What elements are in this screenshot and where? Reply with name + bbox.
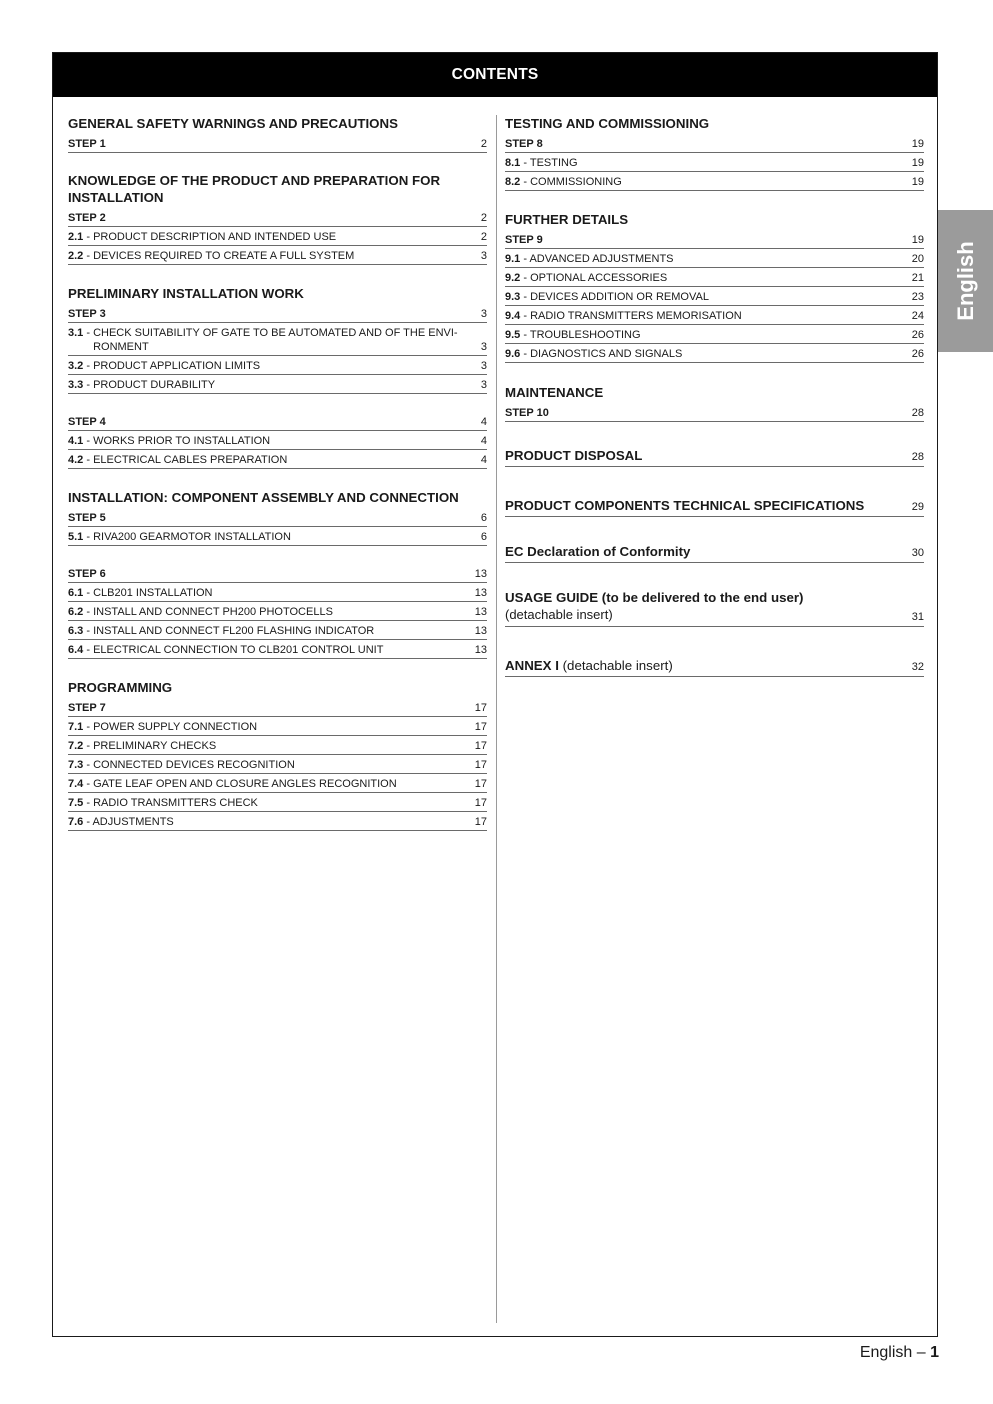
toc-entry-6-2[interactable]: 6.2 - INSTALL AND CONNECT PH200 PHOTOCELLS 13 <box>68 602 487 621</box>
section-maintenance <box>505 384 924 422</box>
entry-label: ELECTRICAL CABLES PREPARATION <box>93 454 288 466</box>
entry-page: 24 <box>911 310 924 322</box>
entry-page: 21 <box>911 272 924 284</box>
entry-label: STEP 4 <box>68 416 106 428</box>
toc-entry-technical-specs[interactable] <box>505 497 924 517</box>
entry-page: 2 <box>480 212 487 224</box>
entry-label: CONNECTED DEVICES RECOGNITION <box>93 759 295 771</box>
entry-page: 17 <box>474 778 487 790</box>
section-title: PROGRAMMING <box>68 680 173 695</box>
entry-label: WORKS PRIOR TO INSTALLATION <box>93 435 271 447</box>
section-title: USAGE GUIDE (to be delivered to the end user) <box>505 590 804 605</box>
entry-page: 3 <box>480 250 487 262</box>
entry-page: 28 <box>911 407 924 419</box>
entry-number: 6.4 <box>68 644 84 656</box>
entry-label: STEP 7 <box>68 702 106 714</box>
entry-label: PRODUCT APPLICATION LIMITS <box>93 360 261 372</box>
toc-entry-9-5[interactable]: 9.5 - TROUBLESHOOTING 26 <box>505 325 924 344</box>
entry-page: 4 <box>480 435 487 447</box>
toc-entry-4-1[interactable]: 4.1 - WORKS PRIOR TO INSTALLATION 4 <box>68 431 487 450</box>
section-title: TESTING AND COMMISSIONING <box>505 116 710 131</box>
entry-page: 4 <box>480 416 487 428</box>
entry-label: INSTALL AND CONNECT PH200 PHOTOCELLS <box>93 606 333 618</box>
language-tab-label: English <box>952 241 978 321</box>
toc-entry-2-1[interactable]: 2.1 - PRODUCT DESCRIPTION AND INTENDED USE 2 <box>68 227 487 246</box>
toc-entry-5-1[interactable]: 5.1 - RIVA200 GEARMOTOR INSTALLATION 6 <box>68 527 487 546</box>
entry-label: CHECK SUITABILITY OF GATE TO BE AUTOMATED AND OF THE ENVI-RONMENT <box>93 327 458 353</box>
entry-label: COMMISSIONING <box>530 176 622 188</box>
entry-page: 26 <box>911 348 924 360</box>
entry-label: STEP 8 <box>505 138 543 150</box>
section-testing <box>505 115 924 191</box>
toc-entry-step-10[interactable] <box>505 403 924 422</box>
entry-subtitle: (detachable insert) <box>558 658 673 673</box>
entry-page: 6 <box>480 512 487 524</box>
toc-entry-6-1[interactable]: 6.1 - CLB201 INSTALLATION 13 <box>68 583 487 602</box>
toc-entry-7-6[interactable]: 7.6 - ADJUSTMENTS 17 <box>68 812 487 831</box>
entry-number: 3.1 <box>68 327 84 339</box>
entry-page: 32 <box>911 661 924 673</box>
toc-entry-step-5[interactable] <box>68 508 487 527</box>
entry-label: POWER SUPPLY CONNECTION <box>93 721 258 733</box>
entry-page: 19 <box>911 176 924 188</box>
entry-label: PRODUCT DESCRIPTION AND INTENDED USE <box>93 231 337 243</box>
entry-page: 3 <box>480 341 487 353</box>
toc-entry-7-3[interactable]: 7.3 - CONNECTED DEVICES RECOGNITION 17 <box>68 755 487 774</box>
entry-page: 20 <box>911 253 924 265</box>
entry-number: 9.2 <box>505 272 521 284</box>
entry-page: 31 <box>911 611 924 623</box>
entry-number: 7.1 <box>68 721 84 733</box>
entry-number: 6.2 <box>68 606 84 618</box>
section-title: PRELIMINARY INSTALLATION WORK <box>68 286 304 301</box>
entry-page: 17 <box>474 740 487 752</box>
section-title: PRODUCT COMPONENTS TECHNICAL SPECIFICATIONS <box>505 498 865 513</box>
section-installation <box>68 489 487 659</box>
entry-label: RADIO TRANSMITTERS MEMORISATION <box>530 310 742 322</box>
entry-label: CLB201 INSTALLATION <box>93 587 213 599</box>
entry-label: STEP 5 <box>68 512 106 524</box>
entry-page: 2 <box>480 231 487 243</box>
entry-label: DEVICES REQUIRED TO CREATE A FULL SYSTEM <box>93 250 355 262</box>
entry-number: 7.6 <box>68 816 84 828</box>
section-title: ANNEX I <box>505 658 559 673</box>
left-column <box>68 115 487 831</box>
toc-entry-usage-guide[interactable] <box>505 589 924 627</box>
entry-number: 9.3 <box>505 291 521 303</box>
entry-label: STEP 10 <box>505 407 549 419</box>
toc-entry-3-1[interactable]: 3.1 - CHECK SUITABILITY OF GATE TO BE AUTOMATED AND OF THE ENVI-RONMENT 3 <box>68 323 487 356</box>
entry-number: 4.1 <box>68 435 84 447</box>
entry-number: 7.2 <box>68 740 84 752</box>
entry-label: INSTALL AND CONNECT FL200 FLASHING INDICATOR <box>93 625 375 637</box>
entry-subtitle: (detachable insert) <box>505 607 613 622</box>
entry-number: 9.1 <box>505 253 521 265</box>
contents-frame <box>52 52 938 1337</box>
toc-entry-3-3[interactable]: 3.3 - PRODUCT DURABILITY 3 <box>68 375 487 394</box>
entry-number: 4.2 <box>68 454 84 466</box>
page-number: 1 <box>930 1344 939 1361</box>
toc-entry-2-2[interactable]: 2.2 - DEVICES REQUIRED TO CREATE A FULL SYSTEM 3 <box>68 246 487 265</box>
entry-page: 29 <box>911 501 924 513</box>
toc-entry-9-4[interactable]: 9.4 - RADIO TRANSMITTERS MEMORISATION 24 <box>505 306 924 325</box>
toc-entry-7-1[interactable]: 7.1 - POWER SUPPLY CONNECTION 17 <box>68 717 487 736</box>
entry-page: 17 <box>474 702 487 714</box>
entry-label: STEP 6 <box>68 568 106 580</box>
toc-entry-step-2[interactable] <box>68 208 487 227</box>
section-knowledge <box>68 172 487 265</box>
entry-label: STEP 2 <box>68 212 106 224</box>
entry-page: 6 <box>480 531 487 543</box>
entry-label: PRELIMINARY CHECKS <box>93 740 217 752</box>
column-divider <box>496 115 497 1323</box>
entry-number: 3.2 <box>68 360 84 372</box>
entry-label: STEP 9 <box>505 234 543 246</box>
toc-entry-step-4[interactable] <box>68 412 487 431</box>
section-title: KNOWLEDGE OF THE PRODUCT AND PREPARATION FOR INSTALLATION <box>68 173 441 205</box>
toc-entry-step-8[interactable] <box>505 134 924 153</box>
entry-page: 26 <box>911 329 924 341</box>
toc-entry-ec-declaration[interactable] <box>505 543 924 563</box>
entry-page: 17 <box>474 797 487 809</box>
contents-header: CONTENTS <box>53 53 937 97</box>
entry-page: 2 <box>480 138 487 150</box>
section-preliminary <box>68 285 487 469</box>
entry-page: 17 <box>474 816 487 828</box>
toc-entry-step-7[interactable] <box>68 698 487 717</box>
toc-entry-step-6[interactable] <box>68 564 487 583</box>
entry-page: 13 <box>474 568 487 580</box>
toc-entry-step-9[interactable] <box>505 230 924 249</box>
entry-number: 5.1 <box>68 531 84 543</box>
toc-entry-6-4[interactable]: 6.4 - ELECTRICAL CONNECTION TO CLB201 CONTROL UNIT 13 <box>68 640 487 659</box>
section-title: FURTHER DETAILS <box>505 212 629 227</box>
entry-number: 7.5 <box>68 797 84 809</box>
toc-entry-9-3[interactable]: 9.3 - DEVICES ADDITION OR REMOVAL 23 <box>505 287 924 306</box>
toc-entry-step-1[interactable] <box>68 134 487 153</box>
right-column <box>505 115 924 677</box>
entry-number: 7.4 <box>68 778 84 790</box>
entry-label: TROUBLESHOOTING <box>529 329 641 341</box>
entry-page: 30 <box>911 547 924 559</box>
section-further-details <box>505 211 924 363</box>
page-footer <box>860 1344 939 1362</box>
entry-number: 9.6 <box>505 348 521 360</box>
entry-page: 13 <box>474 587 487 599</box>
section-title: EC Declaration of Conformity <box>505 544 691 559</box>
toc-entry-product-disposal[interactable] <box>505 447 924 467</box>
entry-number: 6.1 <box>68 587 84 599</box>
entry-label: PRODUCT DURABILITY <box>93 379 216 391</box>
footer-language: English <box>859 1344 913 1361</box>
toc-entry-8-2[interactable]: 8.2 - COMMISSIONING 19 <box>505 172 924 191</box>
toc-entry-9-1[interactable]: 9.1 - ADVANCED ADJUSTMENTS 20 <box>505 249 924 268</box>
toc-entry-8-1[interactable]: 8.1 - TESTING 19 <box>505 153 924 172</box>
entry-label: DIAGNOSTICS AND SIGNALS <box>530 348 683 360</box>
entry-label: OPTIONAL ACCESSORIES <box>530 272 668 284</box>
entry-page: 13 <box>474 606 487 618</box>
entry-page: 3 <box>480 360 487 372</box>
footer-separator: – <box>912 1344 931 1361</box>
language-tab <box>938 210 993 352</box>
entry-label: RADIO TRANSMITTERS CHECK <box>93 797 258 809</box>
entry-number: 3.3 <box>68 379 84 391</box>
toc-entry-annex-i[interactable] <box>505 657 924 677</box>
toc-entry-7-2[interactable]: 7.2 - PRELIMINARY CHECKS 17 <box>68 736 487 755</box>
entry-page: 19 <box>911 234 924 246</box>
entry-number: 2.2 <box>68 250 84 262</box>
entry-label: RIVA200 GEARMOTOR INSTALLATION <box>93 531 291 543</box>
entry-page: 28 <box>911 451 924 463</box>
toc-entry-step-3[interactable] <box>68 304 487 323</box>
toc-entry-9-6[interactable]: 9.6 - DIAGNOSTICS AND SIGNALS 26 <box>505 344 924 363</box>
entry-number: 2.1 <box>68 231 84 243</box>
entry-label: ELECTRICAL CONNECTION TO CLB201 CONTROL UNIT <box>93 644 384 656</box>
entry-number: 8.1 <box>505 157 521 169</box>
section-title: PRODUCT DISPOSAL <box>505 448 643 463</box>
section-general-safety <box>68 115 487 153</box>
entry-label: STEP 1 <box>68 138 106 150</box>
toc-entry-6-3[interactable]: 6.3 - INSTALL AND CONNECT FL200 FLASHING INDICATOR 13 <box>68 621 487 640</box>
entry-number: 9.5 <box>505 329 521 341</box>
section-title: INSTALLATION: COMPONENT ASSEMBLY AND CONNECTION <box>68 490 459 505</box>
toc-entry-4-2[interactable]: 4.2 - ELECTRICAL CABLES PREPARATION 4 <box>68 450 487 469</box>
section-title: MAINTENANCE <box>505 385 604 400</box>
entry-page: 13 <box>474 625 487 637</box>
entry-page: 3 <box>480 308 487 320</box>
entry-page: 19 <box>911 157 924 169</box>
toc-entry-7-4[interactable]: 7.4 - GATE LEAF OPEN AND CLOSURE ANGLES RECOGNITION 17 <box>68 774 487 793</box>
entry-page: 17 <box>474 721 487 733</box>
entry-page: 13 <box>474 644 487 656</box>
entry-label: ADJUSTMENTS <box>92 816 174 828</box>
entry-number: 6.3 <box>68 625 84 637</box>
entry-label: GATE LEAF OPEN AND CLOSURE ANGLES RECOGNITION <box>93 778 397 790</box>
toc-entry-7-5[interactable]: 7.5 - RADIO TRANSMITTERS CHECK 17 <box>68 793 487 812</box>
toc-entry-9-2[interactable]: 9.2 - OPTIONAL ACCESSORIES 21 <box>505 268 924 287</box>
entry-label: DEVICES ADDITION OR REMOVAL <box>530 291 709 303</box>
entry-number: 9.4 <box>505 310 521 322</box>
section-programming <box>68 679 487 831</box>
entry-label: ADVANCED ADJUSTMENTS <box>529 253 674 265</box>
entry-page: 17 <box>474 759 487 771</box>
section-title: GENERAL SAFETY WARNINGS AND PRECAUTIONS <box>68 116 398 131</box>
entry-page: 4 <box>480 454 487 466</box>
entry-page: 23 <box>911 291 924 303</box>
entry-page: 19 <box>911 138 924 150</box>
toc-entry-3-2[interactable]: 3.2 - PRODUCT APPLICATION LIMITS 3 <box>68 356 487 375</box>
entry-page: 3 <box>480 379 487 391</box>
entry-label: STEP 3 <box>68 308 106 320</box>
entry-number: 7.3 <box>68 759 84 771</box>
entry-number: 8.2 <box>505 176 521 188</box>
entry-label: TESTING <box>529 157 578 169</box>
